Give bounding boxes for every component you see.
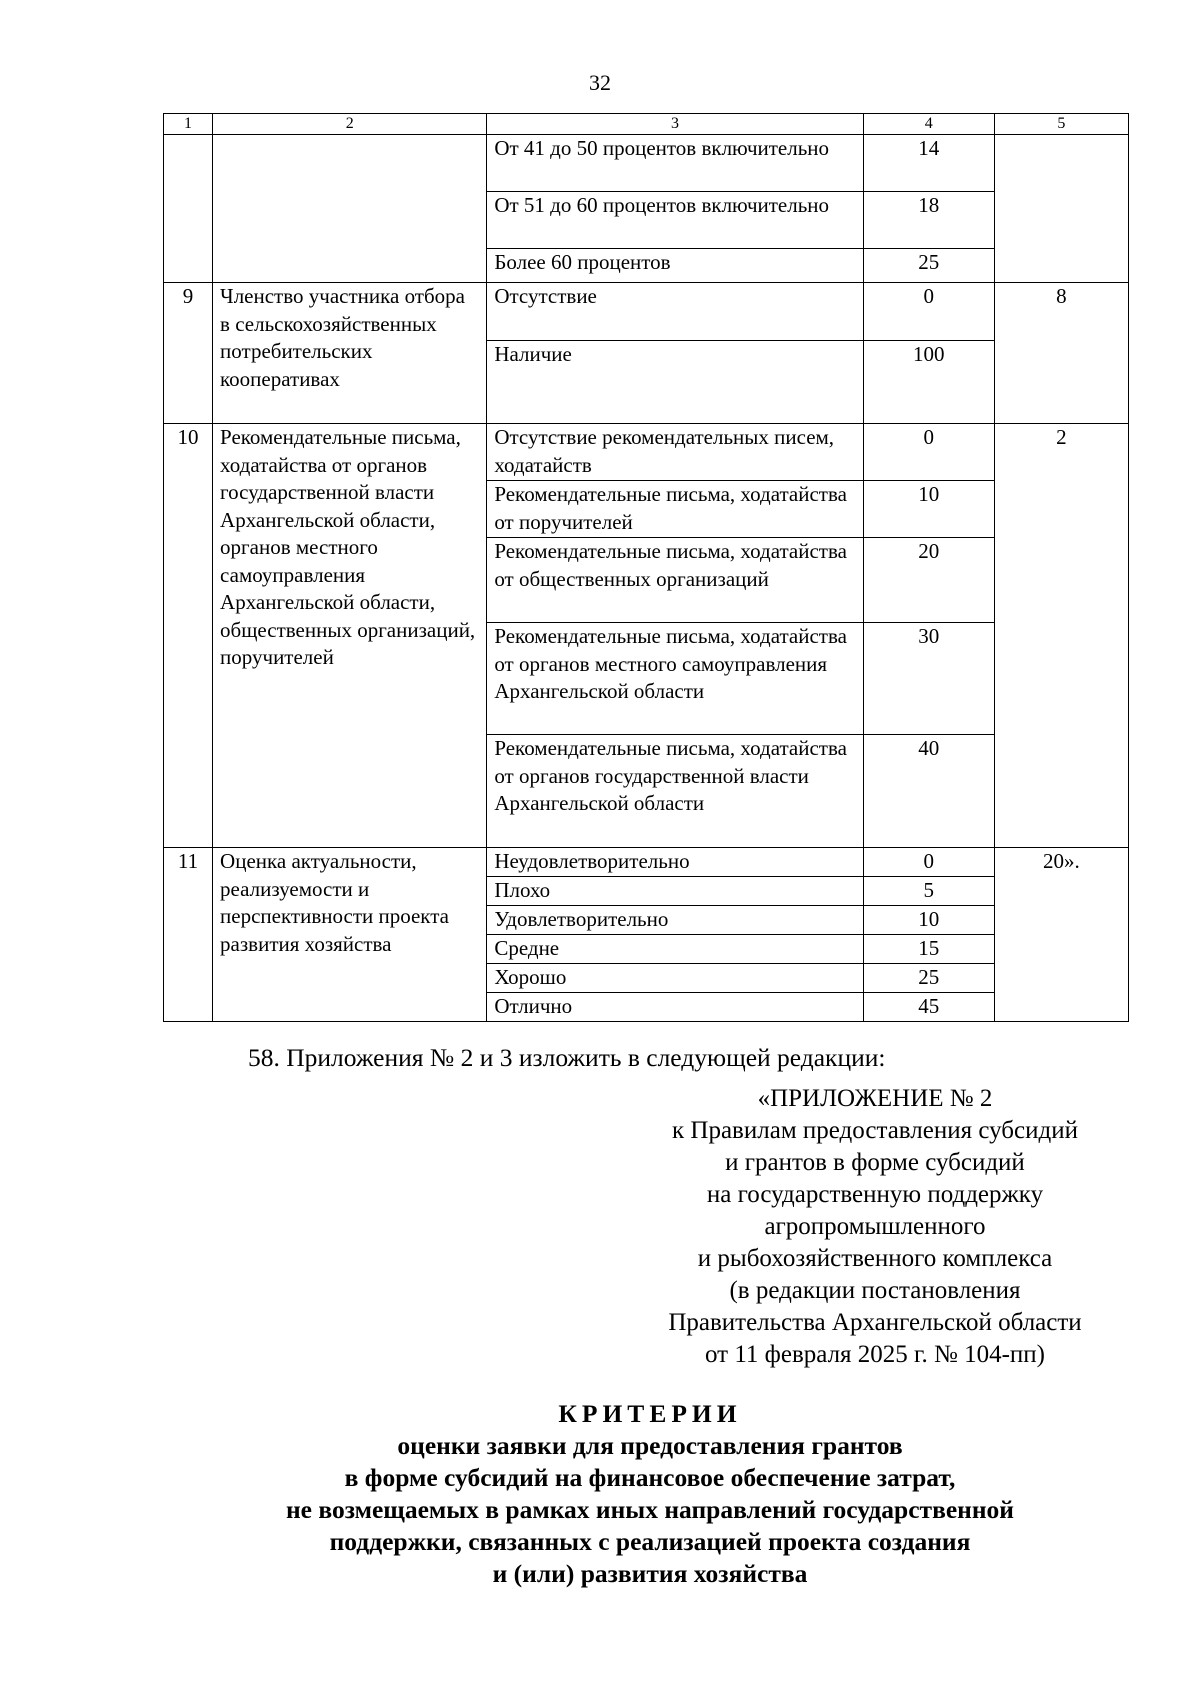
- title-line: в форме субсидий на финансовое обеспечение затрат,: [344, 1463, 956, 1492]
- option-text: Рекомендательные письма, ходатайства от поручителей: [487, 481, 863, 538]
- option-score: 0: [863, 283, 994, 341]
- option-score: 14: [863, 135, 994, 192]
- criterion-cell: [213, 135, 487, 283]
- title-line: поддержки, связанных с реализацией проекта создания: [329, 1527, 971, 1556]
- table-row: [164, 135, 1129, 192]
- option-text: От 51 до 60 процентов включительно: [487, 192, 863, 249]
- option-text: Наличие: [487, 341, 863, 424]
- title-line: оценки заявки для предоставления грантов: [397, 1431, 903, 1460]
- option-score: 10: [863, 481, 994, 538]
- option-score: 25: [863, 249, 994, 283]
- table-header-row: [164, 114, 1129, 135]
- row-number: 9: [164, 283, 213, 424]
- option-score: 5: [863, 877, 994, 906]
- row-number: 11: [164, 848, 213, 1022]
- title-line: и (или) развития хозяйства: [492, 1559, 808, 1588]
- option-text: Удовлетворительно: [487, 906, 863, 935]
- criterion-cell: Рекомендательные письма, ходатайства от органов государственной власти Архангельской области, органов местного самоуправления Архангельской области, общественных организаций, поручителей: [213, 424, 487, 848]
- criteria-table: [163, 113, 1129, 1022]
- option-text: Плохо: [487, 877, 863, 906]
- appendix-heading: [605, 1083, 1145, 1371]
- appendix-line: на государственную поддержку: [706, 1181, 1044, 1208]
- appendix-line: от 11 февраля 2025 г. № 104-пп): [704, 1341, 1045, 1368]
- appendix-line: и грантов в форме субсидий: [725, 1149, 1025, 1176]
- weight-cell: 20».: [994, 848, 1128, 1022]
- option-text: Рекомендательные письма, ходатайства от общественных организаций: [487, 538, 863, 623]
- option-text: Отсутствие рекомендательных писем, ходатайств: [487, 424, 863, 481]
- option-text: Рекомендательные письма, ходатайства от органов государственной власти Архангельской области: [487, 735, 863, 848]
- option-text: Отсутствие: [487, 283, 863, 341]
- option-score: 0: [863, 848, 994, 877]
- option-text: Неудовлетворительно: [487, 848, 863, 877]
- table-row: [164, 424, 1129, 481]
- document-title: [0, 1398, 1200, 1590]
- option-text: Средне: [487, 935, 863, 964]
- appendix-line: и рыбохозяйственного комплекса: [697, 1245, 1053, 1272]
- appendix-line: агропромышленного: [764, 1213, 986, 1240]
- row-number: 10: [164, 424, 213, 848]
- weight-cell: 2: [994, 424, 1128, 848]
- page-number: 32: [589, 70, 611, 95]
- appendix-line: Правительства Архангельской области: [668, 1309, 1082, 1336]
- option-score: 30: [863, 623, 994, 735]
- weight-cell: [994, 135, 1128, 283]
- option-text: Отлично: [487, 993, 863, 1022]
- table-row: [164, 848, 1129, 877]
- option-score: 18: [863, 192, 994, 249]
- option-score: 40: [863, 735, 994, 848]
- option-score: 100: [863, 341, 994, 424]
- appendix-line: «ПРИЛОЖЕНИЕ № 2: [757, 1085, 993, 1112]
- weight-cell: 8: [994, 283, 1128, 424]
- header-cell: 4: [863, 114, 994, 135]
- header-cell: 3: [487, 114, 863, 135]
- row-number: [164, 135, 213, 283]
- option-text: Рекомендательные письма, ходатайства от органов местного самоуправления Архангельской области: [487, 623, 863, 735]
- title-heading: КРИТЕРИИ: [558, 1399, 742, 1428]
- header-cell: 2: [213, 114, 487, 135]
- option-score: 20: [863, 538, 994, 623]
- option-score: 25: [863, 964, 994, 993]
- criterion-cell: Оценка актуальности, реализуемости и перспективности проекта развития хозяйства: [213, 848, 487, 1022]
- option-score: 45: [863, 993, 994, 1022]
- table-row: [164, 283, 1129, 341]
- criterion-cell: Членство участника отбора в сельскохозяйственных потребительских кооперативах: [213, 283, 487, 424]
- option-text: От 41 до 50 процентов включительно: [487, 135, 863, 192]
- header-cell: 1: [164, 114, 213, 135]
- appendix-line: к Правилам предоставления субсидий: [672, 1117, 1078, 1144]
- option-text: Хорошо: [487, 964, 863, 993]
- option-text: Более 60 процентов: [487, 249, 863, 283]
- option-score: 10: [863, 906, 994, 935]
- header-cell: 5: [994, 114, 1128, 135]
- appendix-line: (в редакции постановления: [729, 1277, 1021, 1304]
- option-score: 15: [863, 935, 994, 964]
- amendment-paragraph: 58. Приложения № 2 и 3 изложить в следующей редакции:: [248, 1043, 886, 1072]
- option-score: 0: [863, 424, 994, 481]
- title-line: не возмещаемых в рамках иных направлений государственной: [285, 1495, 1014, 1524]
